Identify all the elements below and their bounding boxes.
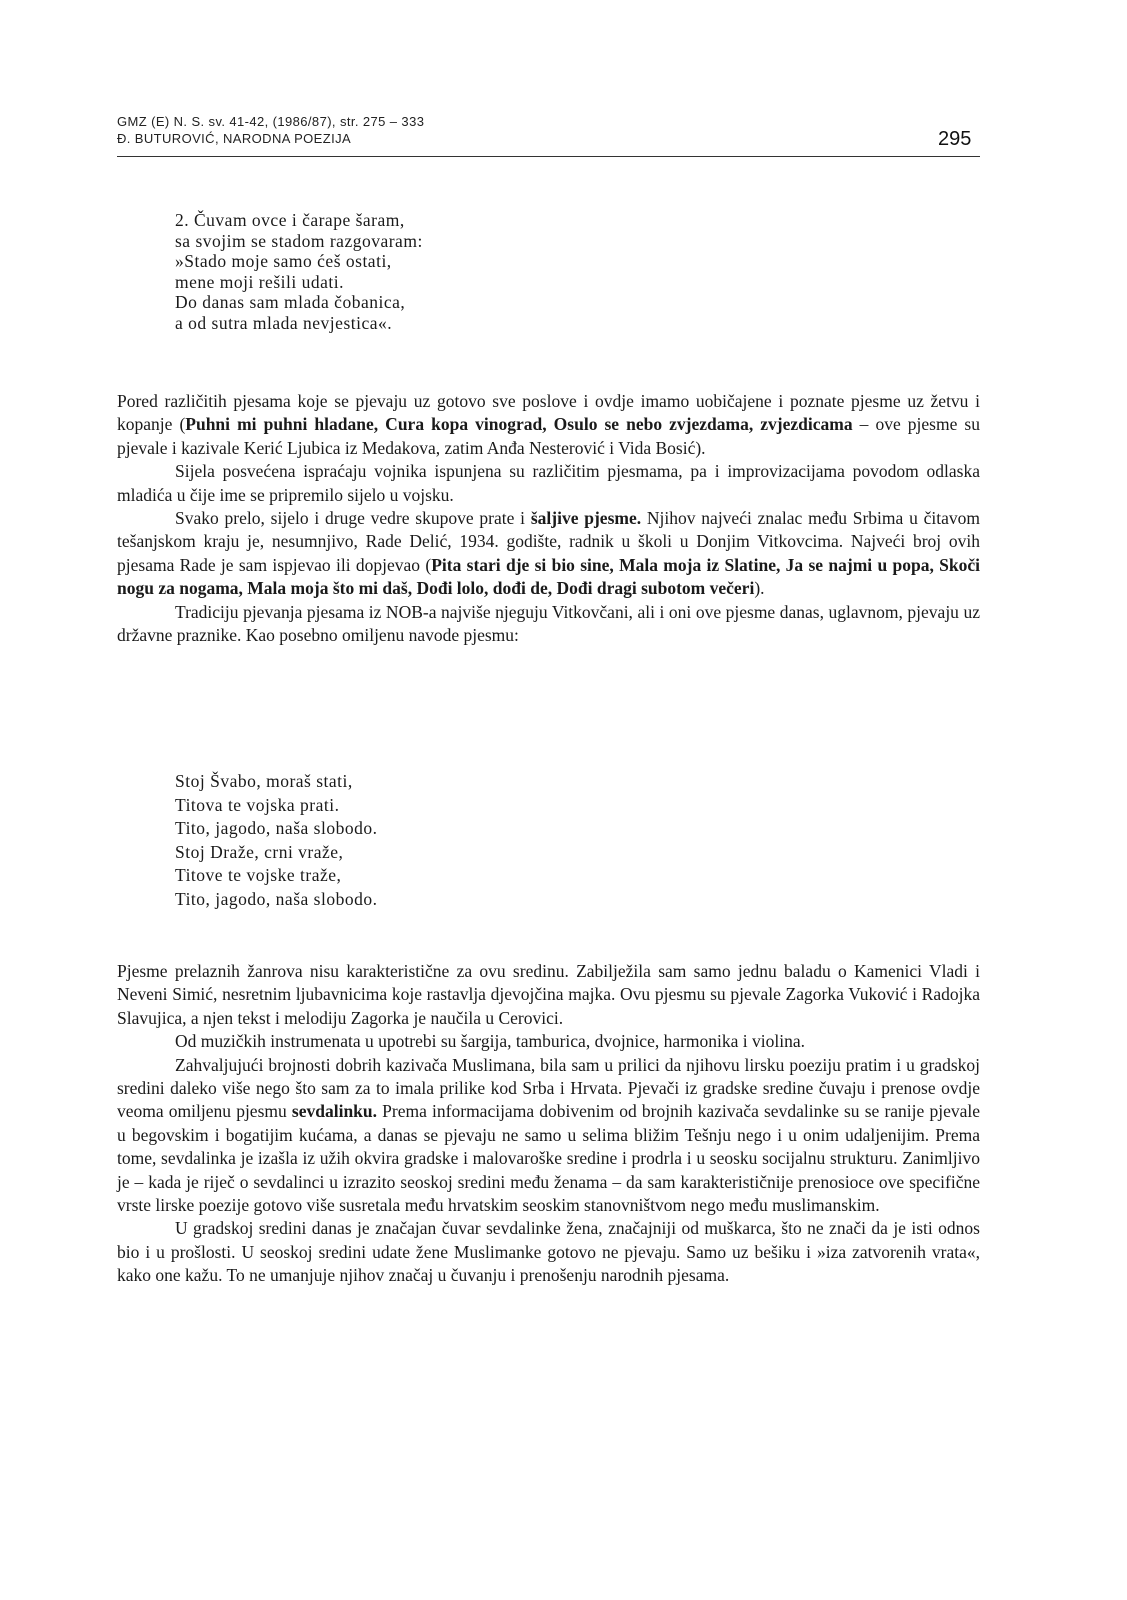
page-number: 295 — [938, 128, 972, 150]
term-sevdalinka: sevdalinku. — [291, 1101, 378, 1122]
running-header — [117, 113, 980, 147]
paragraph-sijela: Sijela posvećena ispraćaju vojnika ispunjena su različitim pjesmama, pa i improvizacijama povodom odlaska mladića u čije ime se pripremilo sijelo u vojsku. — [117, 461, 980, 505]
header-rule — [117, 156, 980, 157]
verse-line: Titova te vojska prati. — [175, 794, 340, 815]
author-title: Đ. BUTUROVIĆ, NARODNA POEZIJA — [117, 131, 352, 146]
verse-line: Stoj Draže, crni vraže, — [175, 841, 344, 862]
paragraph-instruments: Od muzičkih instrumenata u upotrebi su šargija, tamburica, dvojnice, harmonika i violina. — [175, 1031, 806, 1052]
verse-line: »Stado moje samo ćeš ostati, — [175, 251, 392, 272]
poem-stoj-svabo — [175, 770, 377, 912]
paragraph-saljive-pjesme: Svako prelo, sijelo i druge vedre skupove prate i šaljive pjesme. Njihov najveći znalac među Srbima u čitavom tešanjskom kraju je, nesumnjivo, Rade Delić, 1934. godište, radnik u školi u Donjim Vitkovcima. Najveći broj ovih pjesama Rade je sam ispjevao ili dopjevao (Pita stari dje si bio sine, Mala moja iz Slatine, Ja se najmi u popa, Skoči nogu za nogama, Mala moja što mi daš, Dođi lolo, dođi de, Dođi dragi subotom večeri). — [117, 508, 980, 599]
paragraph-work-songs: Pored različitih pjesama koje se pjevaju uz gotovo sve poslove i ovdje imamo uobičajene i poznate pjesme uz žetvu i kopanje (Puhni mi puhni hladane, Cura kopa vinograd, Osulo se nebo zvjezdama, zvjezdicama – ove pjesme su pjevale i kazivale Kerić Ljubica iz Medakova, zatim Anđa Nesterović i Vida Bosić). — [117, 391, 980, 458]
paragraph-sevdalinka: Zahvaljujući brojnosti dobrih kazivača Muslimana, bila sam u prilici da njihovu lirsku poeziju pratim i u gradskoj sredini daleko više nego što sam za to imala prilike kod Srba i Hrvata. Pjevači iz gradske sredine čuvaju i prenose ovdje veoma omiljenu pjesmu sevdalinku. Prema informacijama dobivenim od brojnih kazivača sevdalinke su se ranije pjevale u begovskim i bogatijim kućama, a danas se pjevaju ne samo u selima bližim Tešnju nego i u onim udaljenijim. Prema tome, sevdalinka je izašla iz užih okvira gradske i malovaroške sredine i prodrla i u seosku socijalnu strukturu. Zanimljivo je – kada je riječ o sevdalinci u izrazito seoskoj sredini među ženama – da sam karakterističnije prenosioce ove specifične vrste lirske poezije gotovo više susretala među hrvatskim seoskim stanovništvom nego među muslimanskim. — [117, 1054, 980, 1216]
journal-citation: GMZ (E) N. S. sv. 41-42, (1986/87), str. 275 – 333 — [117, 114, 425, 129]
paragraph-nob-songs: Tradiciju pjevanja pjesama iz NOB-a najviše njeguju Vitkovčani, ali i oni ove pjesme danas, uglavnom, pjevaju uz državne praznike. Kao posebno omiljenu navode pjesmu: — [117, 601, 980, 646]
verse-line: Tito, jagodo, naša slobodo. — [175, 888, 378, 909]
poem-cuvam-ovce — [175, 210, 423, 334]
verse-line: a od sutra mlada nevjestica«. — [175, 312, 393, 333]
verse-line: Do danas sam mlada čobanica, — [175, 292, 406, 313]
verse-line: 2. Čuvam ovce i čarape šaram, — [175, 210, 405, 230]
song-titles: Puhni mi puhni hladane, Cura kopa vinograd, Osulo se nebo zvjezdama, zvjezdicama — [185, 414, 853, 435]
body-text-upper — [117, 390, 980, 647]
term-saljive-pjesme: šaljive pjesme. — [530, 508, 642, 529]
verse-line: mene moji rešili udati. — [175, 271, 344, 292]
paragraph-prelazni-zanrovi: Pjesme prelaznih žanrova nisu karakteristične za ovu sredinu. Zabilježila sam samo jednu baladu o Kamenici Vladi i Neveni Simić, nesretnim ljubavnicima koje rastavlja djevojčina majka. Ovu pjesmu su pjevale Zagorka Vuković i Radojka Slavujica, a njen tekst i melodiju Zagorka je naučila u Cerovici. — [117, 961, 980, 1028]
verse-line: sa svojim se stadom razgovaram: — [175, 230, 423, 251]
paragraph-zene-cuvari: U gradskoj sredini danas je značajan čuvar sevdalinke žena, značajniji od muškarca, što ne znači da je isti odnos bio i u prošlosti. U seoskoj sredini udate žene Muslimanke gotovo ne pjevaju. Samo uz bešiku i »iza zatvorenih vrata«, kako one kažu. To ne umanjuje njihov značaj u čuvanju i prenošenju narodnih pjesama. — [117, 1218, 980, 1286]
body-text-lower — [117, 960, 980, 1288]
song-titles: Pita stari dje si bio sine, Mala moja iz Slatine, Ja se najmi u popa, Skoči nogu za nogama, Mala moja što mi daš, Dođi lolo, dođi de, Dođi dragi subotom večeri — [117, 554, 980, 599]
verse-line: Tito, jagodo, naša slobodo. — [175, 818, 378, 839]
verse-line: Stoj Švabo, moraš stati, — [175, 771, 353, 791]
verse-line: Titove te vojske traže, — [175, 865, 342, 886]
